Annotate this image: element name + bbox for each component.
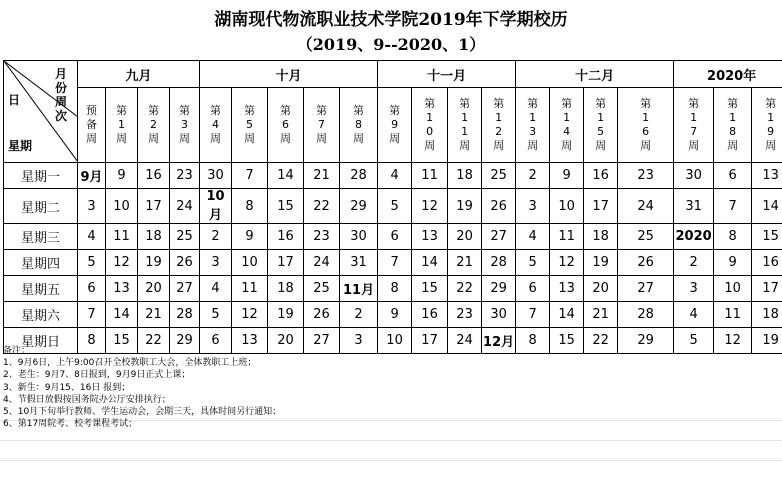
date-cell: 31 xyxy=(340,250,378,276)
week-label: 第11周 xyxy=(459,97,471,152)
date-cell: 2020 xyxy=(674,224,714,250)
date-cell: 9 xyxy=(106,163,138,189)
date-cell: 17 xyxy=(584,189,618,224)
date-cell: 13 xyxy=(232,328,268,354)
date-cell: 16 xyxy=(138,163,170,189)
date-cell: 22 xyxy=(448,276,482,302)
date-cell: 11 xyxy=(412,163,448,189)
date-cell: 19 xyxy=(584,250,618,276)
week-header xyxy=(550,88,584,163)
date-cell: 29 xyxy=(170,328,200,354)
date-cell: 16 xyxy=(268,224,304,250)
month-header: 2020年 xyxy=(674,61,782,88)
date-cell: 28 xyxy=(340,163,378,189)
date-cell: 27 xyxy=(304,328,340,354)
note-line: 5、10月下旬举行教师、学生运动会，会期三天，具体时间另行通知； xyxy=(3,407,282,418)
weekday-label: 星期六 xyxy=(4,302,78,328)
note-line: 6、第17周院考、校考课程考试； xyxy=(3,419,138,430)
date-cell: 17 xyxy=(412,328,448,354)
date-cell: 12 xyxy=(232,302,268,328)
date-cell: 25 xyxy=(618,224,674,250)
date-cell: 10 xyxy=(550,189,584,224)
month-header: 十二月 xyxy=(516,61,674,88)
date-cell: 30 xyxy=(674,163,714,189)
month-header: 十一月 xyxy=(378,61,516,88)
date-cell: 4 xyxy=(78,224,106,250)
week-label: 第19周 xyxy=(765,97,777,152)
date-cell: 5 xyxy=(200,302,232,328)
date-cell: 31 xyxy=(674,189,714,224)
week-label: 第2周 xyxy=(148,104,159,145)
date-cell: 16 xyxy=(752,250,782,276)
weekday-label: 星期四 xyxy=(4,250,78,276)
week-label: 第16周 xyxy=(640,97,652,152)
date-cell: 24 xyxy=(170,189,200,224)
corner-label-ci: 次 xyxy=(55,109,68,123)
date-cell: 29 xyxy=(618,328,674,354)
week-label: 第8周 xyxy=(353,104,365,145)
date-cell: 13 xyxy=(752,163,782,189)
date-cell: 23 xyxy=(170,163,200,189)
week-header xyxy=(378,88,412,163)
date-cell: 6 xyxy=(200,328,232,354)
date-cell: 9月 xyxy=(78,163,106,189)
date-cell: 18 xyxy=(138,224,170,250)
date-cell: 14 xyxy=(412,250,448,276)
date-cell: 10 xyxy=(106,189,138,224)
date-cell: 25 xyxy=(304,276,340,302)
week-label: 第1周 xyxy=(116,104,127,145)
date-cell: 17 xyxy=(138,189,170,224)
date-cell: 30 xyxy=(200,163,232,189)
date-cell: 9 xyxy=(714,250,752,276)
date-cell: 2 xyxy=(674,250,714,276)
week-label: 第12周 xyxy=(493,97,505,152)
table-row xyxy=(4,189,782,224)
date-cell: 18 xyxy=(752,302,782,328)
date-cell: 3 xyxy=(78,189,106,224)
date-cell: 19 xyxy=(448,189,482,224)
date-cell: 19 xyxy=(752,328,782,354)
date-cell: 18 xyxy=(584,224,618,250)
date-cell: 17 xyxy=(752,276,782,302)
date-cell: 15 xyxy=(106,328,138,354)
date-cell: 14 xyxy=(752,189,782,224)
date-cell: 6 xyxy=(714,163,752,189)
week-header xyxy=(78,88,106,163)
date-cell: 27 xyxy=(170,276,200,302)
date-cell: 12 xyxy=(714,328,752,354)
date-cell: 6 xyxy=(378,224,412,250)
week-header xyxy=(232,88,268,163)
date-cell: 20 xyxy=(448,224,482,250)
week-header xyxy=(618,88,674,163)
month-header: 九月 xyxy=(78,61,200,88)
week-label: 第5周 xyxy=(244,104,256,145)
date-cell: 10 xyxy=(714,276,752,302)
week-label: 第9周 xyxy=(389,104,401,145)
date-cell: 5 xyxy=(378,189,412,224)
date-cell: 23 xyxy=(618,163,674,189)
week-header xyxy=(482,88,516,163)
week-header xyxy=(412,88,448,163)
date-cell: 27 xyxy=(482,224,516,250)
table-row xyxy=(4,302,782,328)
date-cell: 4 xyxy=(516,224,550,250)
date-cell: 2 xyxy=(200,224,232,250)
week-label: 第7周 xyxy=(316,104,328,145)
week-header xyxy=(138,88,170,163)
date-cell: 11月 xyxy=(340,276,378,302)
date-cell: 3 xyxy=(674,276,714,302)
table-row xyxy=(4,163,782,189)
date-cell: 30 xyxy=(482,302,516,328)
date-cell: 18 xyxy=(448,163,482,189)
week-label: 第17周 xyxy=(688,97,700,152)
week-label: 第15周 xyxy=(595,97,607,152)
corner-label-month: 月 xyxy=(55,67,68,81)
week-label: 第10周 xyxy=(424,97,436,152)
date-cell: 4 xyxy=(674,302,714,328)
date-cell: 11 xyxy=(550,224,584,250)
weekday-label: 星期五 xyxy=(4,276,78,302)
notes-section xyxy=(3,345,763,430)
date-cell: 26 xyxy=(170,250,200,276)
date-cell: 10 xyxy=(378,328,412,354)
week-label: 第3周 xyxy=(179,104,190,145)
date-cell: 14 xyxy=(268,163,304,189)
week-header xyxy=(200,88,232,163)
date-cell: 24 xyxy=(448,328,482,354)
date-cell: 11 xyxy=(232,276,268,302)
week-label: 第6周 xyxy=(280,104,292,145)
date-cell: 13 xyxy=(412,224,448,250)
date-cell: 15 xyxy=(268,189,304,224)
date-cell: 29 xyxy=(340,189,378,224)
date-cell: 21 xyxy=(304,163,340,189)
date-cell: 7 xyxy=(714,189,752,224)
week-header xyxy=(752,88,782,163)
date-cell: 13 xyxy=(106,276,138,302)
week-header xyxy=(516,88,550,163)
date-cell: 8 xyxy=(714,224,752,250)
week-label: 预备周 xyxy=(86,104,97,145)
notes-heading: 备注： xyxy=(3,346,31,356)
date-cell: 9 xyxy=(550,163,584,189)
date-cell: 8 xyxy=(232,189,268,224)
date-cell: 25 xyxy=(482,163,516,189)
date-cell: 20 xyxy=(138,276,170,302)
weekday-label: 星期二 xyxy=(4,189,78,224)
date-cell: 26 xyxy=(482,189,516,224)
date-cell: 12 xyxy=(550,250,584,276)
corner-label-xingqi: 星期 xyxy=(8,139,33,153)
date-cell: 6 xyxy=(78,276,106,302)
date-cell: 4 xyxy=(378,163,412,189)
date-cell: 7 xyxy=(78,302,106,328)
weekday-label: 星期三 xyxy=(4,224,78,250)
week-label: 第18周 xyxy=(727,97,739,152)
weekday-label: 星期日 xyxy=(4,328,78,354)
week-label: 第4周 xyxy=(210,104,222,145)
page-subtitle: （2019、9--2020、1） xyxy=(296,35,486,54)
note-line: 4、节假日放假按国务院办公厅安排执行； xyxy=(3,394,171,405)
date-cell: 15 xyxy=(550,328,584,354)
date-cell: 27 xyxy=(618,276,674,302)
date-cell: 15 xyxy=(752,224,782,250)
date-cell: 14 xyxy=(550,302,584,328)
corner-label-fen: 份 xyxy=(55,81,68,95)
date-cell: 22 xyxy=(584,328,618,354)
date-cell: 12月 xyxy=(482,328,516,354)
date-cell: 6 xyxy=(516,276,550,302)
date-cell: 3 xyxy=(340,328,378,354)
date-cell: 12 xyxy=(106,250,138,276)
date-cell: 11 xyxy=(106,224,138,250)
week-label: 第14周 xyxy=(561,97,573,152)
week-label: 第13周 xyxy=(527,97,539,152)
note-line: 1、9月6日，上午9:00召开全校教职工大会，全体教职工上班； xyxy=(3,358,257,369)
date-cell: 7 xyxy=(378,250,412,276)
date-cell: 3 xyxy=(200,250,232,276)
date-cell: 7 xyxy=(232,163,268,189)
page-title: 湖南现代物流职业技术学院2019年下学期校历 xyxy=(214,10,568,30)
note-line: 3、新生：9月15、16日 报到； xyxy=(3,382,131,393)
date-cell: 3 xyxy=(516,189,550,224)
date-cell: 22 xyxy=(304,189,340,224)
date-cell: 26 xyxy=(618,250,674,276)
date-cell: 11 xyxy=(714,302,752,328)
week-header xyxy=(106,88,138,163)
week-header xyxy=(714,88,752,163)
date-cell: 10月 xyxy=(200,189,232,224)
date-cell: 21 xyxy=(138,302,170,328)
week-header xyxy=(674,88,714,163)
date-cell: 28 xyxy=(482,250,516,276)
weekday-label: 星期一 xyxy=(4,163,78,189)
date-cell: 23 xyxy=(448,302,482,328)
corner-label-zhou: 周 xyxy=(55,95,68,109)
date-cell: 26 xyxy=(304,302,340,328)
week-header xyxy=(170,88,200,163)
corner-label-ri: 日 xyxy=(8,93,21,107)
date-cell: 20 xyxy=(268,328,304,354)
date-cell: 25 xyxy=(170,224,200,250)
date-cell: 5 xyxy=(78,250,106,276)
date-cell: 5 xyxy=(674,328,714,354)
date-cell: 17 xyxy=(268,250,304,276)
month-header: 十月 xyxy=(200,61,378,88)
date-cell: 30 xyxy=(340,224,378,250)
date-cell: 28 xyxy=(170,302,200,328)
date-cell: 28 xyxy=(618,302,674,328)
date-cell: 4 xyxy=(200,276,232,302)
date-cell: 9 xyxy=(378,302,412,328)
date-cell: 2 xyxy=(516,163,550,189)
date-cell: 24 xyxy=(618,189,674,224)
table-row xyxy=(4,276,782,302)
date-cell: 8 xyxy=(78,328,106,354)
date-cell: 21 xyxy=(584,302,618,328)
date-cell: 5 xyxy=(516,250,550,276)
week-header xyxy=(340,88,378,163)
table-row xyxy=(4,250,782,276)
date-cell: 23 xyxy=(304,224,340,250)
date-cell: 8 xyxy=(516,328,550,354)
week-header xyxy=(304,88,340,163)
date-cell: 29 xyxy=(482,276,516,302)
date-cell: 9 xyxy=(232,224,268,250)
date-cell: 10 xyxy=(232,250,268,276)
date-cell: 24 xyxy=(304,250,340,276)
corner-header-cell xyxy=(4,61,78,163)
date-cell: 7 xyxy=(516,302,550,328)
date-cell: 2 xyxy=(340,302,378,328)
date-cell: 16 xyxy=(584,163,618,189)
date-cell: 19 xyxy=(268,302,304,328)
week-header xyxy=(448,88,482,163)
date-cell: 21 xyxy=(448,250,482,276)
date-cell: 12 xyxy=(412,189,448,224)
date-cell: 18 xyxy=(268,276,304,302)
week-header xyxy=(584,88,618,163)
date-cell: 22 xyxy=(138,328,170,354)
date-cell: 15 xyxy=(412,276,448,302)
date-cell: 14 xyxy=(106,302,138,328)
date-cell: 16 xyxy=(412,302,448,328)
date-cell: 8 xyxy=(378,276,412,302)
week-header xyxy=(268,88,304,163)
date-cell: 19 xyxy=(138,250,170,276)
calendar-table xyxy=(3,60,782,354)
note-line: 2、老生：9月7、8日报到，9月9日正式上课； xyxy=(3,370,191,381)
date-cell: 13 xyxy=(550,276,584,302)
date-cell: 20 xyxy=(584,276,618,302)
table-row xyxy=(4,224,782,250)
